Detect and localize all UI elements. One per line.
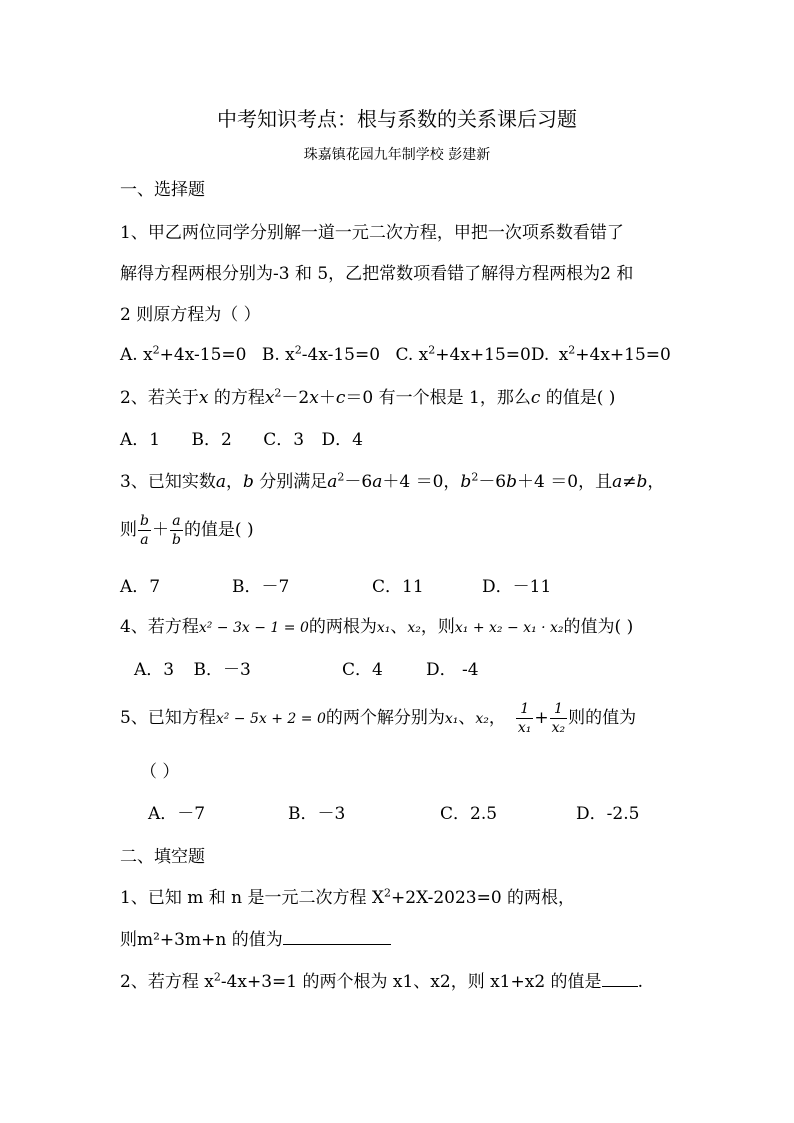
q3-fraction-b-over-a: $\frac{b}{a}$: [140, 513, 149, 548]
q3-options: [120, 576, 552, 598]
q3-expression: 则 $\frac{b}{a}$ ＋ $\frac{a}{b}$ 的值是( ): [120, 513, 254, 548]
q4-equation: x² − 3x − 1 = 0: [198, 620, 309, 636]
q1-option-b: B. $x^2-4x-15=0$: [261, 343, 381, 365]
q2-option-c: C．3: [263, 430, 305, 450]
q4-option-d: D． -4: [426, 660, 479, 680]
q2-options: [120, 429, 363, 451]
q5-fraction-1-over-x1: $\frac{1}{\text{x₁}}$: [517, 701, 532, 736]
q1-option-a: A. $x^2+4x-15=0$: [120, 343, 247, 365]
q5-stem: 5、已知方程x² − 5x + 2 = 0的两个解分别为x₁、x₂， $\frac{1}{\text{x₁}}$ + $\frac{1}{\text{x₂}}$ 则的值为: [120, 701, 637, 736]
f1-line2: 则m²+3m+n 的值为: [120, 929, 391, 951]
q2-option-b: B．2: [191, 430, 232, 450]
author-line: 珠嘉镇花园九年制学校 彭建新: [303, 147, 491, 163]
q4-option-b: B．－3: [193, 660, 251, 680]
f2-line: 2、若方程 $x^2-4x+3=1$ 的两个根为 x1、x2，则 x1+x2 的值是 .: [120, 970, 643, 992]
q2-option-d: D．4: [321, 430, 363, 450]
q5-equation: x² − 5x + 2 = 0: [215, 711, 326, 727]
q1-line3: 2 则原方程为（ ）: [120, 305, 261, 325]
section-heading-fill: 二、填空题: [120, 847, 205, 867]
q5-option-c: C．2.5: [440, 804, 498, 824]
section-heading-choice: 一、选择题: [120, 180, 205, 200]
f1-line1: 1、已知 m 和 n 是一元二次方程 $X^2+2X-2023=0$ 的两根，: [120, 886, 576, 908]
f2-answer-blank[interactable]: [602, 986, 638, 987]
page-title: 中考知识考点：根与系数的关系课后习题: [217, 107, 577, 131]
q1-option-c: C. $x^2+4x+15=0D$.: [395, 343, 550, 365]
f1-answer-blank[interactable]: [283, 944, 391, 945]
q4-options: [134, 659, 479, 681]
q3-option-c: C．11: [372, 577, 424, 597]
q2-option-a: A．1: [120, 430, 161, 450]
q1-line2: 解得方程两根分别为-3 和 5，乙把常数项看错了解得方程两根为2 和: [120, 264, 634, 284]
q1-line1: 1、甲乙两位同学分别解一道一元二次方程，甲把一次项系数看错了: [120, 223, 624, 243]
q5-option-a: A．－7: [148, 804, 206, 824]
q3-stem: 3、已知实数a，b 分别满足$a^2-6a+4 =0$，$b^2-6b+4 =0$，且a≠b，: [120, 470, 665, 492]
q3-fraction-a-over-b: $\frac{a}{b}$: [171, 513, 181, 548]
q5-fraction-1-over-x2: $\frac{1}{\text{x₂}}$: [551, 701, 566, 736]
q1-option-d: $x^2+4x+15=0$: [558, 343, 671, 365]
q4-expression: x₁ + x₂ − x₁ · x₂: [454, 620, 564, 636]
q4-option-c: C．4: [342, 660, 383, 680]
q3-option-a: A．7: [120, 577, 161, 597]
q3-option-d: D．－11: [482, 577, 552, 597]
q1-options: [120, 344, 671, 366]
q5-option-b: B．－3: [288, 804, 346, 824]
q3-option-b: B．－7: [232, 577, 290, 597]
q4-option-a: A．3: [134, 660, 175, 680]
q5-options: [148, 803, 640, 825]
q5-answer-paren: （ ）: [140, 762, 180, 782]
q5-option-d: D．-2.5: [576, 804, 640, 824]
q4-stem: 4、若方程x² − 3x − 1 = 0的两根为x₁、x₂，则x₁ + x₂ − x₁ · x₂的值为( ): [120, 617, 634, 637]
q2-stem: 2、若关于x 的方程$x^2-2x+c=0$ 有一个根是 1，那么c 的值是( ): [120, 386, 616, 408]
